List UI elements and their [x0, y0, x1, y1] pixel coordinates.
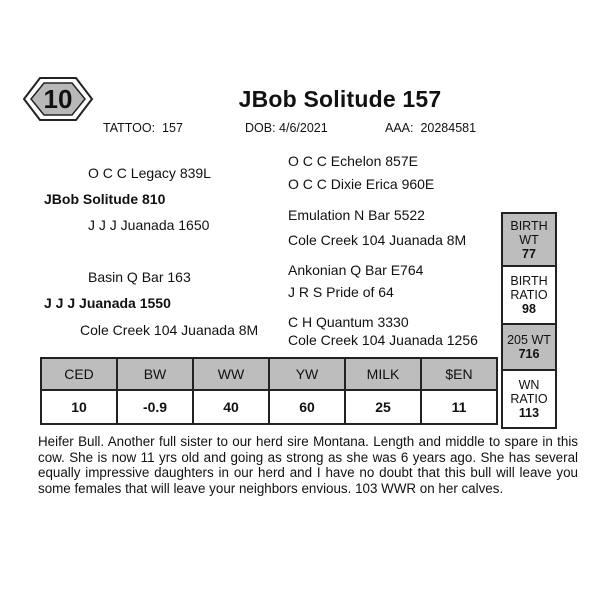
weight-205-value: 716 [518, 347, 540, 361]
birth-weight-label: BIRTH WT [510, 218, 548, 247]
pedigree-ds-dam: J R S Pride of 64 [288, 284, 394, 300]
epd-value-bw: -0.9 [117, 390, 193, 424]
pedigree-sire: JBob Solitude 810 [44, 191, 166, 207]
dob-field [245, 121, 328, 135]
epd-value-en: 11 [421, 390, 497, 424]
epd-table [40, 357, 498, 425]
pedigree-dam: J J J Juanada 1550 [44, 295, 171, 311]
aaa-field [385, 121, 476, 135]
lot-description: Heifer Bull. Another full sister to our herd sire Montana. Length and middle to spare in this cow. She is now 11 yrs old and going as strong as she was 6 years ago. She has several equally impressive daughters in our herd and I have no doubt that this bull will leave you some females that will leave your neighbors envious. 103 WWR on her calves. [38, 434, 578, 496]
birth-ratio-value: 98 [522, 302, 536, 316]
pedigree-dam-sire: Basin Q Bar 163 [88, 269, 191, 285]
epd-value-row [41, 390, 497, 424]
animal-name: JBob Solitude 157 [238, 86, 442, 112]
epd-value-yw: 60 [269, 390, 345, 424]
tattoo-field [103, 121, 183, 135]
epd-header-ced: CED [41, 358, 117, 390]
pedigree-sire-dam: J J J Juanada 1650 [88, 217, 210, 233]
epd-header-row [41, 358, 497, 390]
epd-header-milk: MILK [345, 358, 421, 390]
pedigree-sd-dam: Cole Creek 104 Juanada 8M [288, 232, 467, 248]
epd-value-ww: 40 [193, 390, 269, 424]
pedigree-sire-sire: O C C Legacy 839L [88, 165, 211, 181]
birth-weight-value: 77 [522, 246, 536, 261]
pedigree-dam-dam: Cole Creek 104 Juanada 8M [80, 322, 259, 338]
aaa-label: AAA: [385, 121, 414, 135]
tattoo-value: 157 [162, 121, 183, 135]
dob-label: DOB: [245, 121, 276, 135]
lot-number: 10 [43, 84, 73, 114]
dob-value: 4/6/2021 [279, 121, 328, 135]
weight-205-label: 205 WT [507, 333, 551, 347]
epd-header-yw: YW [269, 358, 345, 390]
pedigree-ds-sire: Ankonian Q Bar E764 [288, 262, 424, 278]
pedigree-sd-sire: Emulation N Bar 5522 [288, 207, 425, 223]
epd-value-milk: 25 [345, 390, 421, 424]
pedigree-ss-dam: O C C Dixie Erica 960E [288, 176, 435, 192]
pedigree-dd-sire: C H Quantum 3330 [288, 314, 409, 330]
pedigree-dd-dam: Cole Creek 104 Juanada 1256 [288, 332, 478, 348]
weight-205-box [501, 323, 557, 371]
epd-header-en: $EN [421, 358, 497, 390]
tattoo-label: TATTOO: [103, 121, 156, 135]
weaning-ratio-value: 113 [518, 406, 540, 420]
pedigree-ss-sire: O C C Echelon 857E [288, 153, 418, 169]
epd-header-ww: WW [193, 358, 269, 390]
epd-header-bw: BW [117, 358, 193, 390]
epd-value-ced: 10 [41, 390, 117, 424]
birth-weight-box [501, 212, 557, 267]
birth-ratio-label-line1: BIRTH [510, 274, 548, 288]
aaa-value: 20284581 [420, 121, 477, 135]
weaning-ratio-label: WN RATIO [510, 378, 548, 406]
birth-ratio-label-line2: RATIO [510, 288, 548, 302]
weaning-ratio-box [501, 369, 557, 429]
birth-ratio-box [501, 265, 557, 325]
